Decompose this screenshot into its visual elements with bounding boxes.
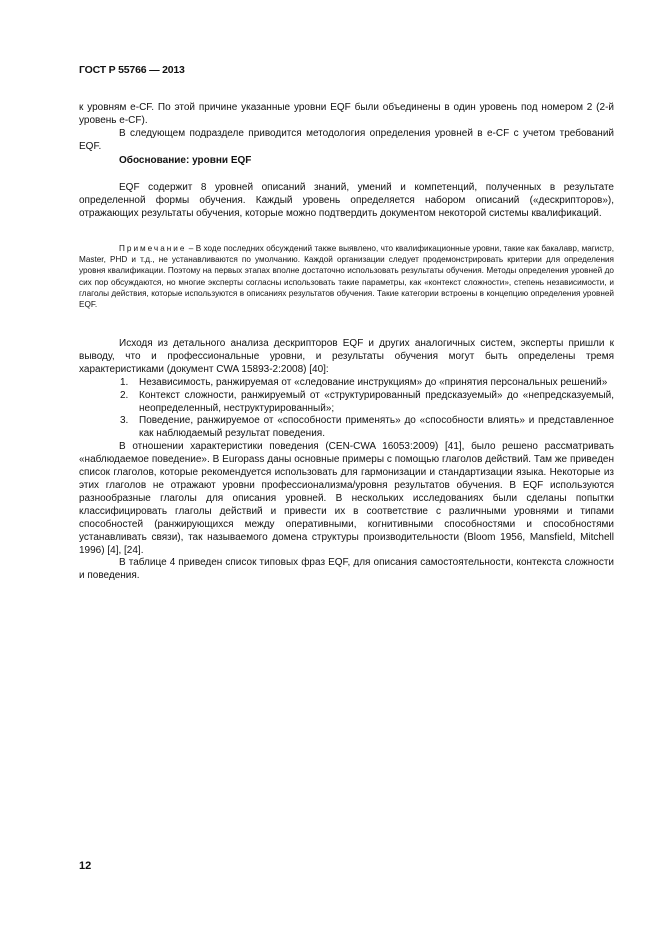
list-item xyxy=(79,390,614,416)
list-text: Поведение, ранжируемое от «способности применять» до «способности влиять» и представленное как наблюдаемый результат поведения. xyxy=(139,415,614,440)
document-header: ГОСТ Р 55766 — 2013 xyxy=(79,64,185,76)
paragraph-5: В отношении характеристики поведения (CEN-CWA 16053:2009) [41], было решено рассматривать «наблюдаемое поведение». В Europass даны основные примеры с помощью глаголов действий. Там же приведен список глаголов, которые рекомендуется использовать для гармонизации и стандартизации языка. Некоторые из этих глаголов не отражают уровни профессионализма/уровня результатов обучения. В EQF используются разнообразные глаголы для описания уровней. В нескольких исследованиях были сделаны попытки классифицировать глаголы действий и привести их в соответствие с различными уровнями и типами способностей (ранжирующихся между оперативными, когнитивными способностями и способностями устанавливать связи), так называемого домена структуры производительности (Bloom 1956, Mansfield, Mitchell 1996) [4], [24]. xyxy=(79,441,614,556)
page-number: 12 xyxy=(79,860,92,872)
subheading: Обоснование: уровни EQF xyxy=(119,154,252,166)
paragraph-6: В таблице 4 приведен список типовых фраз EQF, для описания самостоятельности, контекста сложности и поведения. xyxy=(79,557,614,582)
note-text: – В ходе последних обсуждений также выявлено, что квалификационные уровни, такие как бакалавр, магистр, Master, PHD и т.д., не устанавливаются по умолчанию. Каждой организации следует продемонстрировать критерии для определения уровня квалификации. Поэтому на первых этапах вполне достаточно использовать результаты обучения. Методы определения уровней до сих пор обсуждаются, но многие эксперты согласны использовать такие параметры, как «контекст сложности», степень независимости, и глаголы действия, которые используются в описаниях результатов обучения. Такие категории встроены в концепцию определения уровней EQF. xyxy=(79,244,614,310)
paragraph-4: Исходя из детального анализа дескрипторов EQF и других аналогичных систем, эксперты пришли к выводу, что и профессиональные уровни, и результаты обучения могут быть определены тремя характеристиками (документ CWA 15893-2:2008) [40]: xyxy=(79,338,614,375)
paragraph-1: к уровням e-CF. По этой причине указанные уровни EQF были объединены в один уровень под номером 2 (2-й уровень e-CF). xyxy=(79,102,614,126)
note xyxy=(79,243,614,310)
list-item xyxy=(79,415,614,441)
note-block xyxy=(79,243,614,310)
list-item xyxy=(79,377,614,390)
paragraph-2: В следующем подразделе приводится методология определения уровней в e-CF с учетом требований EQF. xyxy=(79,127,614,152)
intro-block xyxy=(79,102,614,167)
list-number: 2. xyxy=(120,389,129,401)
list-text: Независимость, ранжируемая от «следование инструкциям» до «принятия персональных решений» xyxy=(139,376,608,388)
analysis-block xyxy=(79,338,614,583)
list-number: 3. xyxy=(120,415,129,427)
list-text: Контекст сложности, ранжируемый от «структурированный предсказуемый» до «непредсказуемый, неопределенный, неструктурированный»; xyxy=(139,389,614,414)
eqf-block xyxy=(79,182,614,221)
note-label: Примечание xyxy=(119,244,187,253)
list-number: 1. xyxy=(120,376,129,388)
paragraph-3: EQF содержит 8 уровней описаний знаний, умений и компетенций, полученных в результате определенной формы обучения. Каждый уровень определяется набором описаний («дескрипторов»), отражающих результаты обучения, которые можно подтвердить документом некоторой системы квалификаций. xyxy=(79,182,614,219)
